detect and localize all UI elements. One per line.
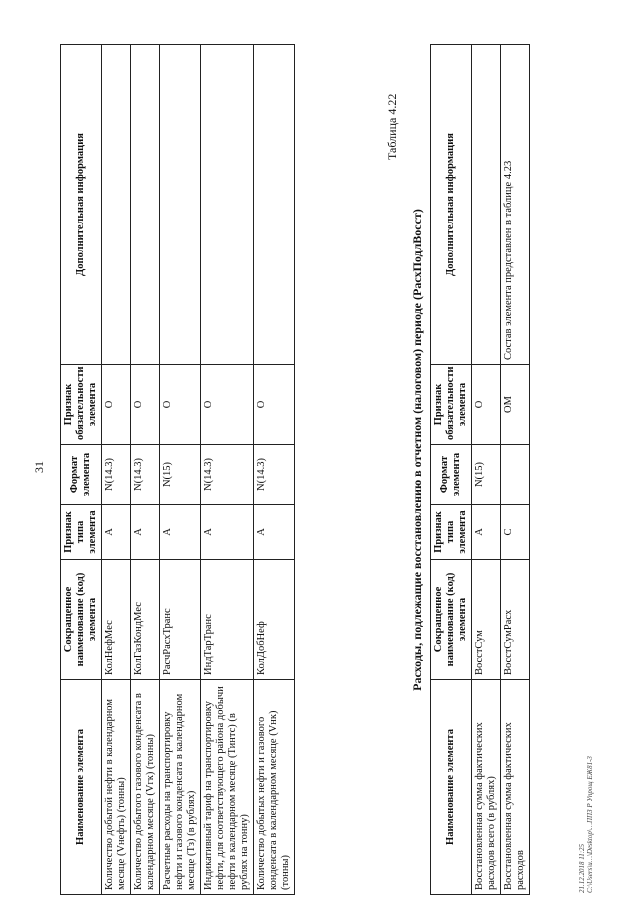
table-cell: Количество добытого газового конденсата в календарном месяце (Vгк) (тонны): [131, 680, 160, 895]
table-cell: Количество добытых нефти и газового конденсата в календарном месяце (Vнк) (тонны): [254, 680, 295, 895]
table-cell: О: [160, 365, 201, 445]
table-cell: Расчетные расходы на транспортировку нефти и газового конденсата в календарном месяце (Тз) (в рублях): [160, 680, 201, 895]
table-cell: А: [131, 505, 160, 560]
table-cell: ИндТарТранс: [201, 560, 254, 680]
table-cell: [201, 45, 254, 365]
table-cell: N(14.3): [102, 445, 131, 505]
table-cell: С: [501, 505, 530, 560]
table-label: Таблица 4.22: [385, 93, 399, 160]
table-cell: Восстановленная сумма фактических расходов: [501, 680, 530, 895]
print-footer: [578, 756, 594, 893]
footer-line: С:\Users\u…\Desktop\…ППЗ Р Упрощ ЕЖ81-3: [586, 756, 594, 893]
header-cell: Наименование элемента: [61, 680, 102, 895]
table-row: [254, 45, 295, 895]
table-cell: ВосстСумРасх: [501, 560, 530, 680]
header-cell: Дополнительная информация: [61, 45, 102, 365]
table-row: [131, 45, 160, 895]
table-cell: N(15): [160, 445, 201, 505]
table-cell: О: [201, 365, 254, 445]
table-cell: N(14.3): [201, 445, 254, 505]
table-cell: [472, 45, 501, 365]
table-cell: КолГазКондМес: [131, 560, 160, 680]
header-cell: Наименование элемента: [431, 680, 472, 895]
table-cell: N(14.3): [254, 445, 295, 505]
table-cell: ОМ: [501, 365, 530, 445]
table-cell: А: [472, 505, 501, 560]
table-cell: О: [472, 365, 501, 445]
table-cell: А: [160, 505, 201, 560]
header-cell: Сокращенное наименование (код) элемента: [61, 560, 102, 680]
table-cell: Индикативный тариф на транспортировку нефти, для соответствующего района добычи нефти в календарном месяце (Тинтс) (в рублях на тонну): [201, 680, 254, 895]
table-cell: ВосстСум: [472, 560, 501, 680]
table-cell: А: [201, 505, 254, 560]
header-cell: Признак типа элемента: [61, 505, 102, 560]
table-row: [102, 45, 131, 895]
header-cell: Формат элемента: [431, 445, 472, 505]
header-cell: Дополнительная информация: [431, 45, 472, 365]
footer-line: 21.12.2018 11:25: [578, 843, 586, 893]
header-cell: Формат элемента: [61, 445, 102, 505]
table-cell: Состав элемента представлен в таблице 4.23: [501, 45, 530, 365]
table-cell: [254, 45, 295, 365]
header-cell: Признак обязательности элемента: [61, 365, 102, 445]
elements-table-1: [60, 44, 295, 895]
table-header-row: [431, 45, 472, 895]
table-row: [160, 45, 201, 895]
table-row: [472, 45, 501, 895]
table-cell: N(15): [472, 445, 501, 505]
table-cell: О: [102, 365, 131, 445]
header-cell: Признак обязательности элемента: [431, 365, 472, 445]
elements-table-2: [430, 44, 530, 895]
table-cell: КолДобНеф: [254, 560, 295, 680]
table-row: [201, 45, 254, 895]
table-cell: А: [102, 505, 131, 560]
table-cell: [501, 445, 530, 505]
table-cell: Количество добытой нефти в календарном месяце (Vнефть) (тонны): [102, 680, 131, 895]
table-row: [501, 45, 530, 895]
table-cell: Восстановленная сумма фактических расходов всего (в рублях): [472, 680, 501, 895]
table-cell: О: [131, 365, 160, 445]
table-cell: КолНефМес: [102, 560, 131, 680]
header-cell: Признак типа элемента: [431, 505, 472, 560]
header-cell: Сокращенное наименование (код) элемента: [431, 560, 472, 680]
table-cell: О: [254, 365, 295, 445]
table-cell: [131, 45, 160, 365]
table-header-row: [61, 45, 102, 895]
table-cell: РасчРасхТранс: [160, 560, 201, 680]
table-cell: [160, 45, 201, 365]
page-number: 31: [32, 461, 46, 473]
table-cell: [102, 45, 131, 365]
table-heading: Расходы, подлежащие восстановлению в отчетном (налоговом) периоде (РасхПодлВосст): [410, 209, 424, 691]
table-cell: А: [254, 505, 295, 560]
table-cell: N(14.3): [131, 445, 160, 505]
